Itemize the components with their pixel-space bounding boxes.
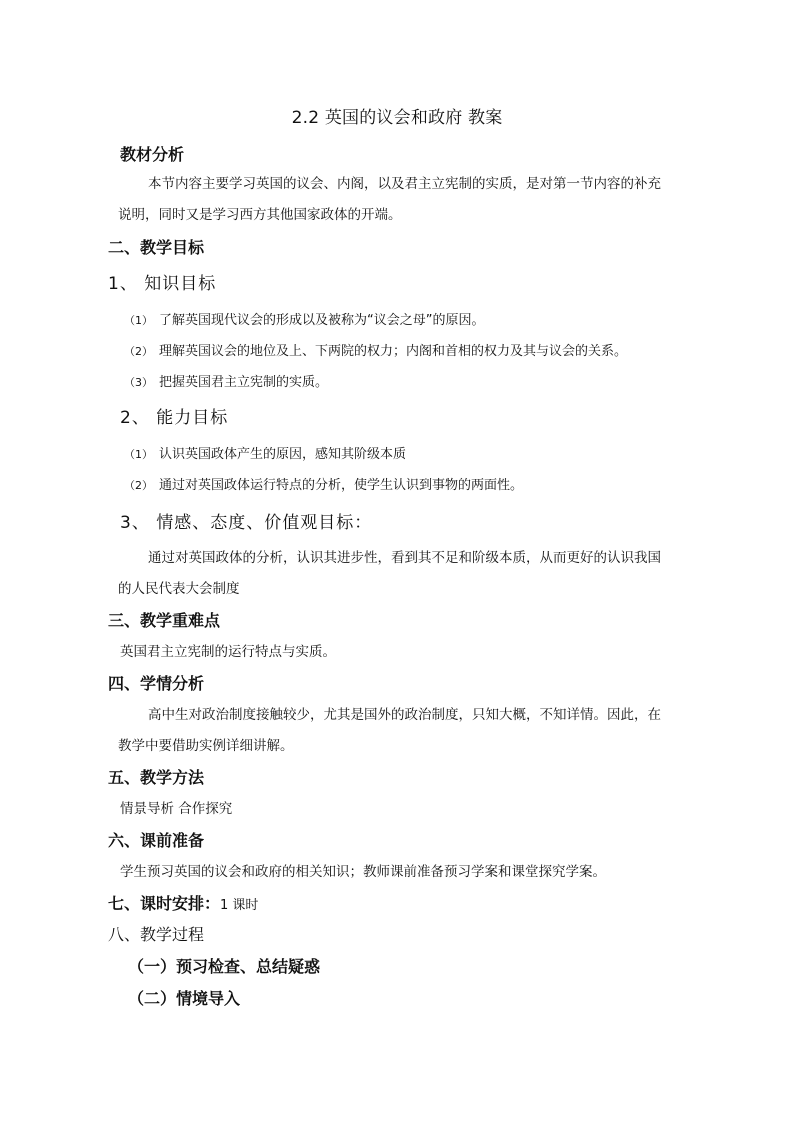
ability-item-2 — [124, 479, 523, 492]
material-analysis-line-2: 说明，同时又是学习西方其他国家政体的开端。 — [118, 207, 402, 223]
student-analysis-line-1: 高中生对政治制度接触较少，尤其是国外的政治制度，只知大概，不知详情。因此，在 — [148, 707, 661, 723]
emotion-line-1: 通过对英国政体的分析，认识其进步性，看到其不足和阶级本质，从而更好的认识我国 — [148, 550, 661, 566]
heading-schedule: 七、课时安排： — [108, 894, 221, 913]
heading-ability-objectives: 2、 能力目标 — [120, 408, 229, 428]
document-title: 2.2 英国的议会和政府 教案 — [291, 108, 503, 128]
process-step-1: （一）预习检查、总结疑惑 — [128, 957, 321, 976]
item-number: （2） — [124, 345, 153, 358]
heading-preparation: 六、课前准备 — [108, 831, 205, 850]
item-number: （1） — [124, 448, 153, 461]
item-text: 理解英国议会的地位及上、下两院的权力；内阁和首相的权力及其与议会的关系。 — [159, 344, 628, 359]
item-number: （2） — [124, 479, 153, 492]
process-step-2: （二）情境导入 — [128, 989, 241, 1008]
heading-process: 八、教学过程 — [108, 925, 205, 944]
knowledge-item-1 — [124, 314, 484, 327]
item-text: 把握英国君主立宪制的实质。 — [159, 375, 329, 390]
heading-key-points: 三、教学重难点 — [108, 611, 221, 630]
key-points-text: 英国君主立宪制的运行特点与实质。 — [120, 644, 336, 660]
item-text: 认识英国政体产生的原因，感知其阶级本质 — [159, 447, 407, 462]
knowledge-item-2 — [124, 345, 627, 358]
ability-item-1 — [124, 448, 406, 461]
heading-methods: 五、教学方法 — [108, 768, 205, 787]
methods-text: 情景导析 合作探究 — [120, 801, 233, 817]
emotion-line-2: 的人民代表大会制度 — [118, 581, 240, 597]
heading-material-analysis: 教材分析 — [120, 145, 185, 164]
preparation-text: 学生预习英国的议会和政府的相关知识；教师课前准备预习学案和课堂探究学案。 — [120, 864, 606, 880]
item-text: 了解英国现代议会的形成以及被称为“议会之母”的原因。 — [159, 313, 485, 328]
schedule-line — [108, 896, 258, 912]
heading-objectives: 二、教学目标 — [108, 238, 205, 257]
material-analysis-line-1: 本节内容主要学习英国的议会、内阁，以及君主立宪制的实质，是对第一节内容的补充 — [148, 176, 661, 192]
heading-knowledge-objectives: 1、 知识目标 — [108, 274, 217, 294]
schedule-value: 1 课时 — [220, 898, 259, 913]
student-analysis-line-2: 教学中要借助实例详细讲解。 — [118, 738, 294, 754]
knowledge-item-3 — [124, 376, 328, 389]
item-number: （1） — [124, 314, 153, 327]
item-text: 通过对英国政体运行特点的分析，使学生认识到事物的两面性。 — [159, 478, 524, 493]
heading-student-analysis: 四、学情分析 — [108, 674, 205, 693]
heading-emotion-objectives: 3、 情感、态度、价值观目标： — [120, 513, 373, 533]
item-number: （3） — [124, 376, 153, 389]
